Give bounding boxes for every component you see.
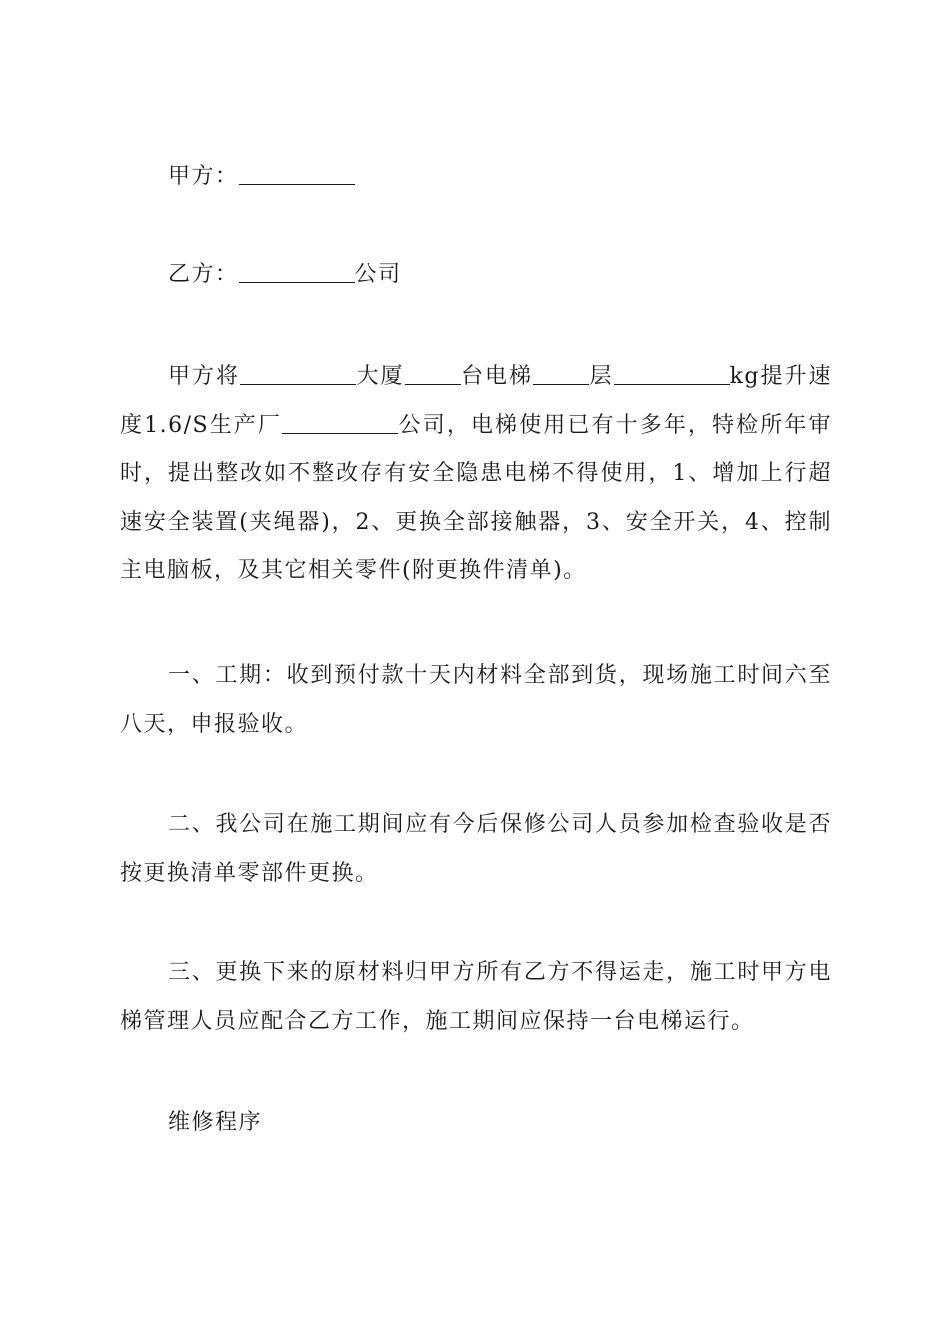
clause-2: 二、我公司在施工期间应有今后保修公司人员参加检查验收是否按更换清单零部件更换。 <box>120 812 832 886</box>
section-heading: 维修程序 <box>168 1110 263 1135</box>
clause-3: 三、更换下来的原材料归甲方所有乙方不得运走，施工时甲方电梯管理人员应配合乙方工作，施工期间应保持一台电梯运行。 <box>120 960 832 1034</box>
clause-1: 一、工期：收到预付款十天内材料全部到货，现场施工时间六至八天，申报验收。 <box>120 663 832 737</box>
party-b-line <box>120 251 832 300</box>
intro-text-2: 大厦 <box>356 364 405 389</box>
party-a-blank <box>239 162 355 185</box>
elevator-count-blank <box>405 362 461 385</box>
party-b-suffix: 公司 <box>354 262 402 287</box>
building-blank <box>240 362 356 385</box>
party-a-line <box>120 153 832 202</box>
party-b-blank <box>239 260 355 283</box>
party-a-label: 甲方： <box>168 164 239 189</box>
manufacturer-blank <box>282 411 398 434</box>
party-b-label: 乙方： <box>168 262 239 287</box>
intro-text-3: 台电梯 <box>460 364 534 389</box>
intro-paragraph <box>120 353 832 596</box>
load-blank <box>614 362 730 385</box>
intro-text-6: 公司，电梯使用已有十多年，特检所年审时，提出整改如不整改存有安全隐患电梯不得使用，1、增加上行超速安全装置(夹绳器)，2、更换全部接触器，3、安全开关，4、控制主电脑板，及其它相关零件(附更换件清单)。 <box>120 412 832 583</box>
intro-text-5: kg提升速度1.6/S生产厂 <box>120 364 832 438</box>
floor-count-blank <box>533 362 589 385</box>
intro-text-1: 甲方将 <box>168 364 241 389</box>
intro-text-4: 层 <box>589 364 614 389</box>
